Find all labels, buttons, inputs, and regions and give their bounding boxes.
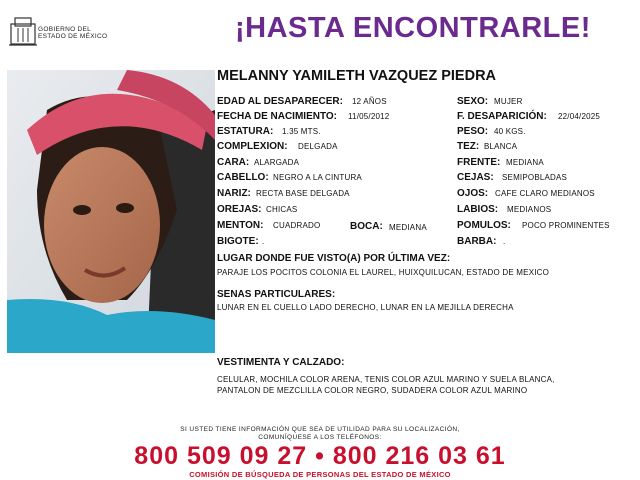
value-nariz: RECTA BASE DELGADA [256,189,350,198]
value-edad: 12 AÑOS [352,97,387,106]
person-name: MELANNY YAMILETH VAZQUEZ PIEDRA [217,68,497,84]
contact-info [0,426,640,442]
label-boca: BOCA: [350,221,383,232]
label-labios: LABIOS: [457,204,499,215]
state-seal-icon [8,14,38,48]
value-boca: MEDIANA [389,223,427,232]
label-fecha-desaparicion: F. DESAPARICIÓN: [457,111,547,122]
label-bigote: BIGOTE: [217,236,259,247]
value-tez: BLANCA [484,142,518,151]
label-menton: MENTON: [217,220,264,231]
headline: ¡HASTA ENCONTRARLE! [235,12,591,44]
value-estatura: 1.35 MTS. [282,127,321,136]
value-pomulos: POCO PROMINENTES [522,221,610,230]
label-fecha-nacimiento: FECHA DE NACIMIENTO: [217,111,337,122]
value-ojos: CAFE CLARO MEDIANOS [495,189,595,198]
label-complexion: COMPLEXION: [217,141,288,152]
value-complexion: DELGADA [298,142,338,151]
marks-title: SENAS PARTICULARES: [217,289,336,300]
label-ojos: OJOS: [457,188,489,199]
phone-numbers: 800 509 09 27 • 800 216 03 61 [134,442,506,470]
logo-line-1: GOBIERNO DEL [38,26,92,33]
commission-name: COMISIÓN DE BÚSQUEDA DE PERSONAS DEL ESTADO DE MÉXICO [189,470,451,479]
label-pomulos: POMULOS: [457,220,511,231]
missing-person-photo [7,70,215,353]
government-logo-text [38,26,107,40]
value-fecha-desaparicion: 22/04/2025 [558,112,601,121]
clothing-line-2: PANTALON DE MEZCLILLA COLOR NEGRO, SUDADERA COLOR AZUL MARINO [217,386,528,395]
label-frente: FRENTE: [457,157,501,168]
label-tez: TEZ: [457,141,480,152]
contact-info-line-1: SI USTED TIENE INFORMACIÓN QUE SEA DE UTILIDAD PARA SU LOCALIZACIÓN, [180,426,460,433]
value-frente: MEDIANA [506,158,544,167]
value-barba: . [503,237,506,246]
label-orejas: OREJAS: [217,204,262,215]
label-sexo: SEXO: [457,96,489,107]
marks-text: LUNAR EN EL CUELLO LADO DERECHO, LUNAR EN LA MEJILLA DERECHA [217,303,514,312]
label-estatura: ESTATURA: [217,126,274,137]
value-menton: CUADRADO [273,221,321,230]
value-cejas: SEMIPOBLADAS [502,173,568,182]
value-bigote: . [262,237,265,246]
contact-info-line-2: COMUNÍQUESE A LOS TELÉFONOS: [258,434,382,441]
label-cabello: CABELLO: [217,172,269,183]
clothing-line-1: CELULAR, MOCHILA COLOR ARENA, TENIS COLOR AZUL MARINO Y SUELA BLANCA, [217,375,555,384]
value-orejas: CHICAS [266,205,298,214]
last-seen-title: LUGAR DONDE FUE VISTO(A) POR ÚLTIMA VEZ: [217,253,451,264]
label-nariz: NARIZ: [217,188,251,199]
last-seen-text: PARAJE LOS POCITOS COLONIA EL LAUREL, HUIXQUILUCAN, ESTADO DE MEXICO [217,268,550,277]
value-cabello: NEGRO A LA CINTURA [273,173,362,182]
clothing-title: VESTIMENTA Y CALZADO: [217,357,345,368]
value-sexo: MUJER [494,97,523,106]
value-peso: 40 KGS. [494,127,526,136]
label-peso: PESO: [457,126,489,137]
label-barba: BARBA: [457,236,497,247]
label-cejas: CEJAS: [457,172,494,183]
logo-line-2: ESTADO DE MÉXICO [38,33,108,40]
value-labios: MEDIANOS [507,205,552,214]
value-fecha-nacimiento: 11/05/2012 [348,112,390,121]
value-cara: ALARGADA [254,158,300,167]
label-edad: EDAD AL DESAPARECER: [217,96,343,107]
label-cara: CARA: [217,157,250,168]
